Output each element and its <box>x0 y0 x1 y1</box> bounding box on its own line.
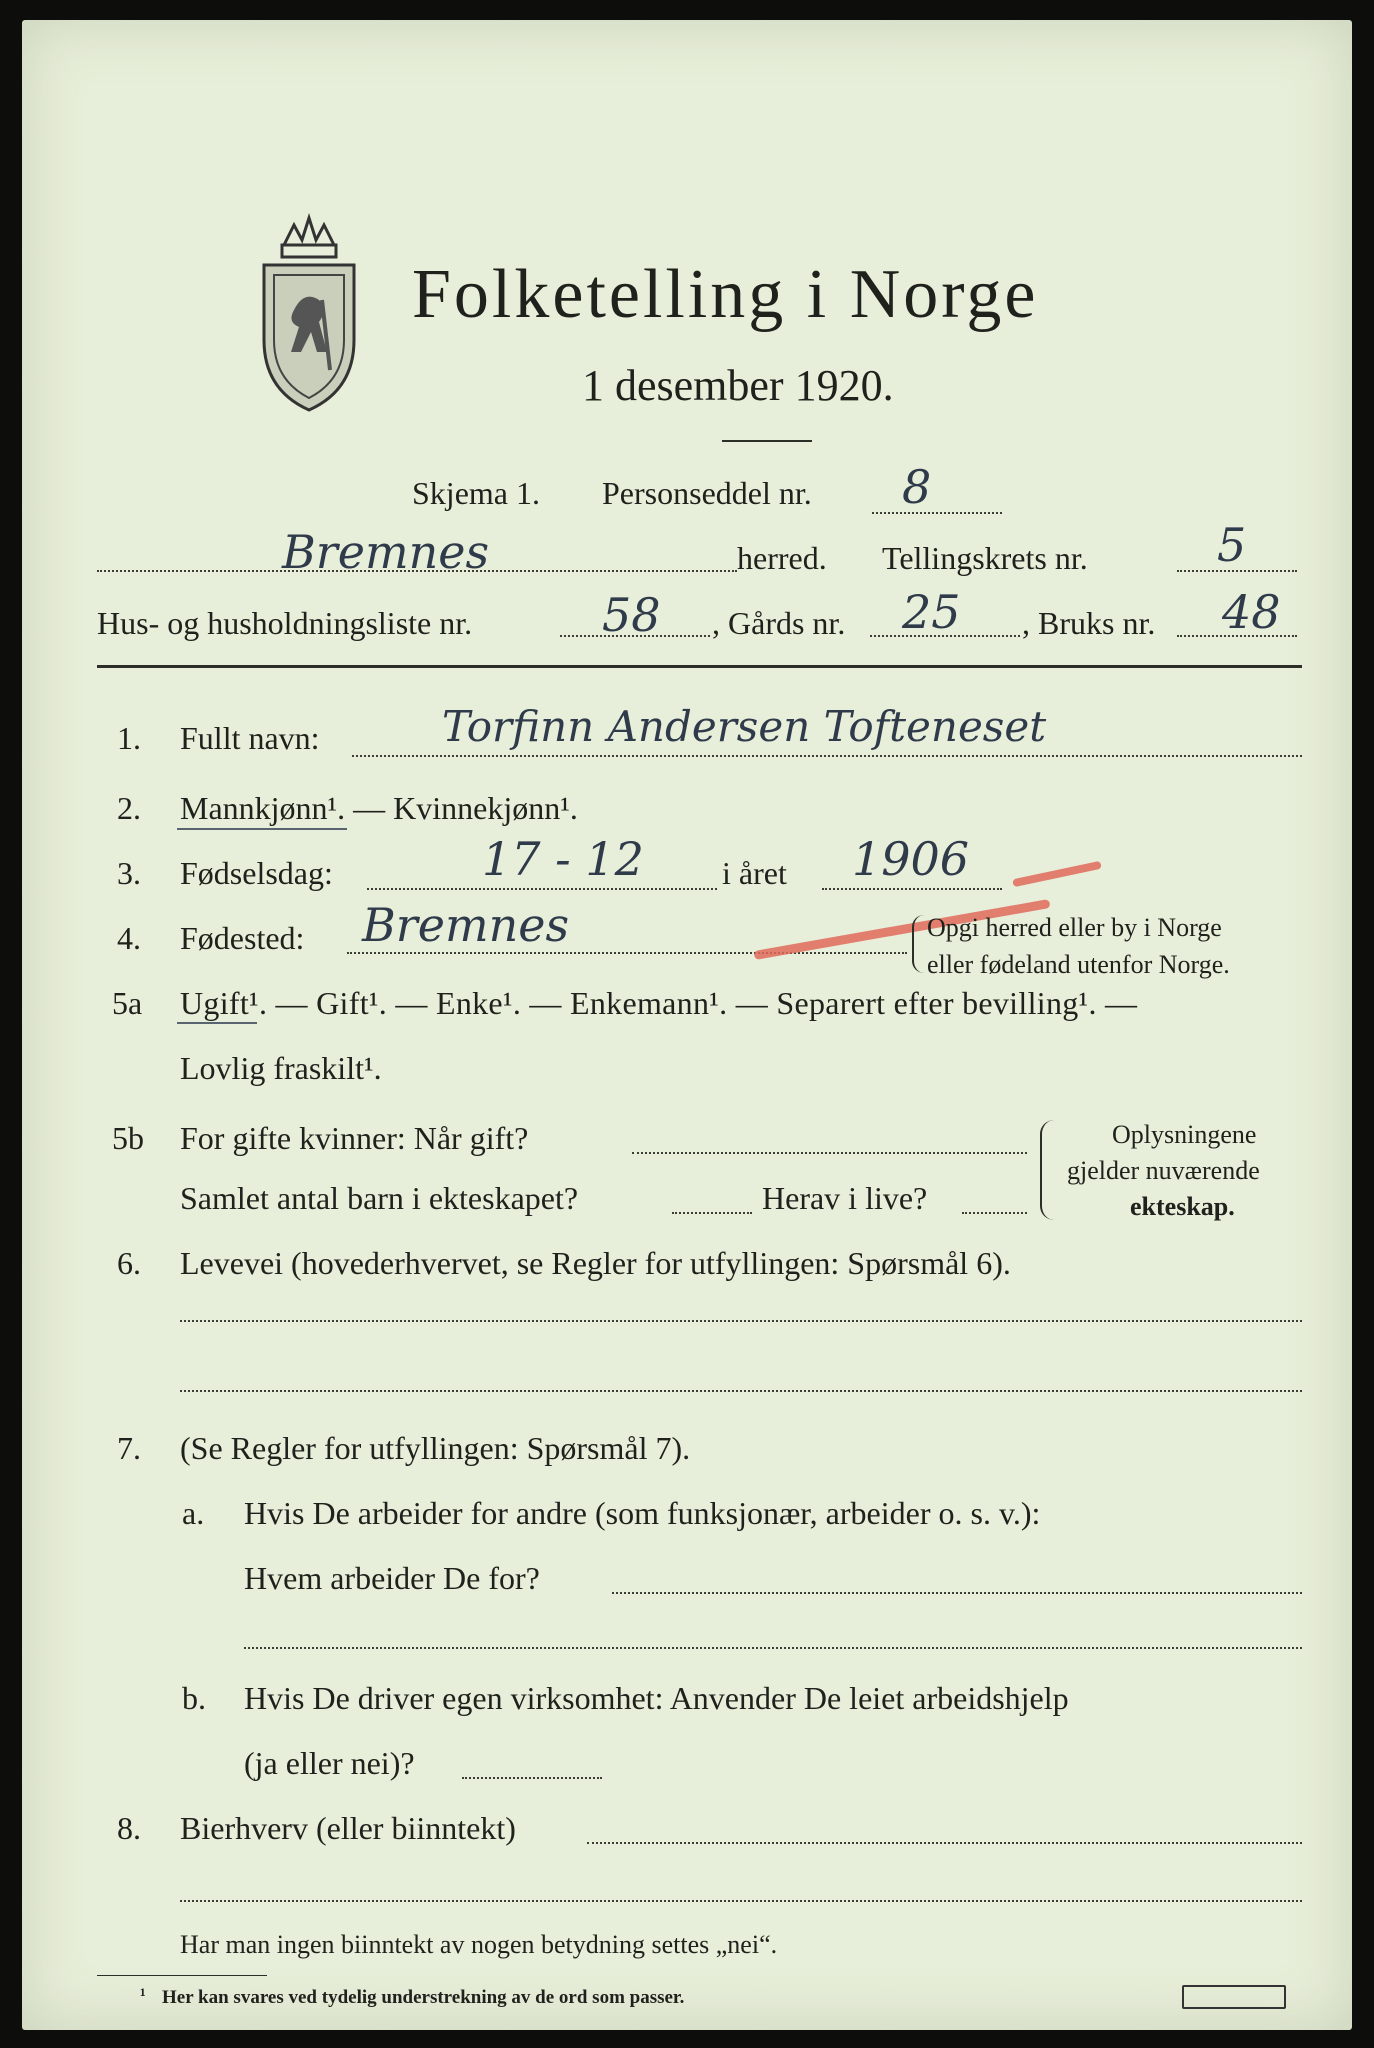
q5b-note-2: gjelder nuværende <box>1067 1156 1260 1185</box>
q6-answer-line-1[interactable] <box>180 1320 1302 1322</box>
personseddel-label: Personseddel nr. <box>602 475 812 511</box>
q5b-line-1: For gifte kvinner: Når gift? <box>180 1120 529 1156</box>
herred-label: herred. <box>737 540 827 576</box>
q5a-line-2: Lovlig fraskilt¹. <box>180 1050 382 1086</box>
birthplace-value[interactable]: Bremnes <box>362 898 570 952</box>
bruks-value[interactable]: 48 <box>1222 585 1281 639</box>
footnote-text: Her kan svares ved tydelig understrekning av de ord som passer. <box>162 1987 685 2008</box>
q7a-line-1: Hvis De arbeider for andre (som funksjonær, arbeider o. s. v.): <box>244 1495 1041 1531</box>
full-name-value[interactable]: Torfinn Andersen Tofteneset <box>442 702 1047 751</box>
q3-number: 3. <box>117 855 141 891</box>
census-form-page <box>22 20 1352 2030</box>
q4-number: 4. <box>117 920 141 956</box>
form-title: Folketelling i Norge <box>412 256 1039 333</box>
q4-note-1: Opgi herred eller by i Norge <box>927 913 1222 942</box>
q4-note-2: eller fødeland utenfor Norge. <box>927 950 1230 979</box>
q2-label: Mannkjønn¹. — Kvinnekjønn¹. <box>180 790 578 826</box>
tellingskrets-label: Tellingskrets nr. <box>882 540 1088 576</box>
herred-value[interactable]: Bremnes <box>282 525 490 579</box>
red-pencil-stroke-1 <box>1012 861 1102 888</box>
hus-label: Hus- og husholdningsliste nr. <box>97 605 473 641</box>
q5a-number: 5a <box>112 985 143 1021</box>
q5b-line-2b: Herav i live? <box>762 1180 928 1216</box>
birth-day-value[interactable]: 17 - 12 <box>482 832 644 886</box>
q6-answer-line-2[interactable] <box>180 1390 1302 1392</box>
q5a-line-1: Ugift¹. — Gift¹. — Enke¹. — Enkemann¹. — Separert efter bevilling¹. — <box>180 985 1138 1021</box>
q7b-line-2: (ja eller nei)? <box>244 1745 415 1781</box>
q7-label: (Se Regler for utfyllingen: Spørsmål 7). <box>180 1430 691 1466</box>
section-divider <box>97 665 1302 668</box>
q7-number: 7. <box>117 1430 141 1466</box>
mannkjonn-underline <box>177 828 347 830</box>
q8-label: Bierhverv (eller biinntekt) <box>180 1810 516 1846</box>
year-label: i året <box>722 855 787 891</box>
personseddel-value[interactable]: 8 <box>902 460 932 514</box>
census-date: 1 desember 1920. <box>582 361 894 410</box>
q3-label: Fødselsdag: <box>180 855 333 891</box>
q6-label: Levevei (hovederhvervet, se Regler for utfyllingen: Spørsmål 6). <box>180 1245 1011 1281</box>
q4-label: Fødested: <box>180 920 305 956</box>
title-divider <box>722 440 812 442</box>
q8-number: 8. <box>117 1810 141 1846</box>
bruks-label: , Bruks nr. <box>1022 605 1156 641</box>
hus-value[interactable]: 58 <box>602 588 661 642</box>
q5b-note-3: ekteskap. <box>1130 1192 1235 1221</box>
q8-note: Har man ingen biinntekt av nogen betydning settes „nei“. <box>180 1930 778 1959</box>
q7a-line-2: Hvem arbeider De for? <box>244 1560 540 1596</box>
q5b-note-1: Oplysningene <box>1112 1120 1257 1149</box>
q1-number: 1. <box>117 720 141 756</box>
q6-number: 6. <box>117 1245 141 1281</box>
footnote-mark: ¹ <box>140 1985 146 2006</box>
gards-label: , Gårds nr. <box>712 605 846 641</box>
tellingskrets-value[interactable]: 5 <box>1217 518 1247 572</box>
birth-year-value[interactable]: 1906 <box>852 832 970 886</box>
q5b-line-2a: Samlet antal barn i ekteskapet? <box>180 1180 579 1216</box>
ugift-underline <box>177 1022 257 1024</box>
q7b-letter: b. <box>182 1680 206 1716</box>
coat-of-arms-icon <box>244 200 374 420</box>
printer-stamp <box>1182 1985 1286 2009</box>
skjema-label: Skjema 1. <box>412 475 540 511</box>
q5b-number: 5b <box>112 1120 144 1156</box>
q7a-letter: a. <box>182 1495 205 1531</box>
gards-value[interactable]: 25 <box>902 585 961 639</box>
q2-number: 2. <box>117 790 141 826</box>
q7b-line-1: Hvis De driver egen virksomhet: Anvender De leiet arbeidshjelp <box>244 1680 1069 1716</box>
q1-label: Fullt navn: <box>180 720 320 756</box>
